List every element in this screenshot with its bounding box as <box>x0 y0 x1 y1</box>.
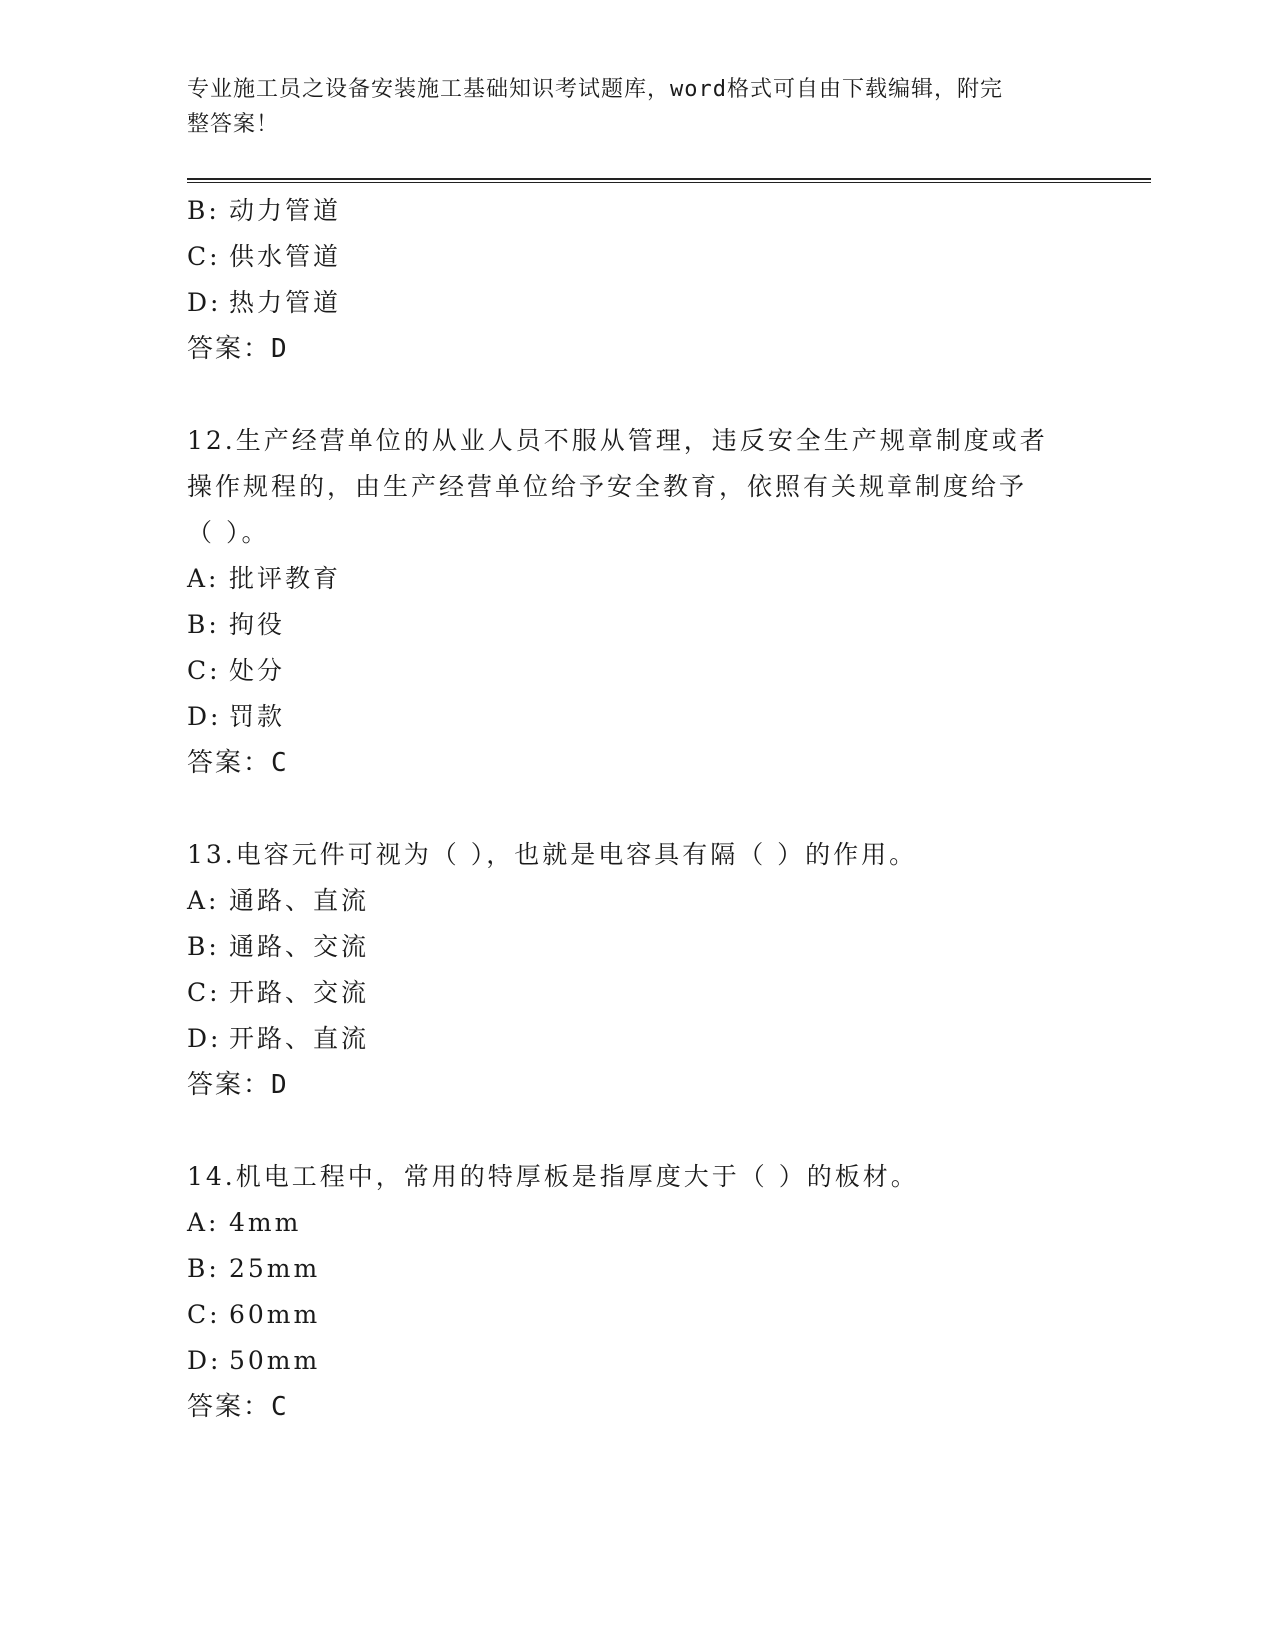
option-d <box>187 694 1087 740</box>
header-divider-thin <box>187 182 1151 183</box>
option-text: 动力管道 <box>229 196 342 225</box>
option-letter: A: <box>187 1208 220 1237</box>
question-content <box>187 188 1087 1430</box>
option-text: 热力管道 <box>229 288 342 317</box>
option-letter: D: <box>187 1346 222 1375</box>
option-c <box>187 234 1087 280</box>
option-text: 通路、交流 <box>229 932 370 961</box>
question-14 <box>187 1154 1087 1430</box>
question-text-line-1: 14.机电工程中，常用的特厚板是指厚度大于（ ）的板材。 <box>187 1162 919 1191</box>
option-letter: A: <box>187 564 220 593</box>
spacer <box>187 786 1087 832</box>
option-text: 处分 <box>229 656 286 685</box>
header-line-1: 专业施工员之设备安装施工基础知识考试题库，word格式可自由下载编辑，附完 <box>187 77 1003 102</box>
option-letter: B: <box>187 932 220 961</box>
header-line-2: 整答案！ <box>187 112 280 137</box>
option-c <box>187 970 1087 1016</box>
option-letter: B: <box>187 610 220 639</box>
option-text: 开路、直流 <box>229 1024 370 1053</box>
option-c <box>187 648 1087 694</box>
option-text: 4mm <box>229 1208 302 1237</box>
option-letter: D: <box>187 288 222 317</box>
question-text-line-1: 12.生产经营单位的从业人员不服从管理，违反安全生产规章制度或者 <box>187 426 1048 455</box>
option-letter: C: <box>187 1300 221 1329</box>
answer-line: 答案：C <box>187 1392 289 1422</box>
option-text: 25mm <box>229 1254 321 1283</box>
spacer <box>187 1108 1087 1154</box>
option-text: 供水管道 <box>229 242 342 271</box>
option-text: 拘役 <box>229 610 286 639</box>
option-text: 批评教育 <box>229 564 342 593</box>
question-text-line-3: （ ）。 <box>187 518 270 547</box>
question-12 <box>187 418 1087 786</box>
option-c <box>187 1292 1087 1338</box>
option-b <box>187 602 1087 648</box>
option-text: 60mm <box>229 1300 321 1329</box>
answer-line: 答案：C <box>187 748 289 778</box>
option-text: 通路、直流 <box>229 886 370 915</box>
header-divider-thick <box>187 178 1151 180</box>
option-b <box>187 188 1087 234</box>
option-letter: B: <box>187 196 220 225</box>
option-letter: B: <box>187 1254 220 1283</box>
option-text: 开路、交流 <box>229 978 370 1007</box>
option-a <box>187 556 1087 602</box>
option-a <box>187 878 1087 924</box>
spacer <box>187 372 1087 418</box>
option-letter: D: <box>187 1024 222 1053</box>
option-d <box>187 1016 1087 1062</box>
question-text-line-2: 操作规程的，由生产经营单位给予安全教育，依照有关规章制度给予 <box>187 472 1028 501</box>
option-text: 罚款 <box>229 702 286 731</box>
option-letter: D: <box>187 702 222 731</box>
option-letter: C: <box>187 656 221 685</box>
document-header <box>187 72 1067 142</box>
question-11-options <box>187 188 1087 372</box>
option-text: 50mm <box>229 1346 321 1375</box>
option-a <box>187 1200 1087 1246</box>
answer-line: 答案：D <box>187 334 289 364</box>
option-b <box>187 924 1087 970</box>
option-d <box>187 1338 1087 1384</box>
question-text-line-1: 13.电容元件可视为（ ），也就是电容具有隔（ ）的作用。 <box>187 840 918 869</box>
option-b <box>187 1246 1087 1292</box>
option-letter: A: <box>187 886 220 915</box>
option-d <box>187 280 1087 326</box>
option-letter: C: <box>187 978 221 1007</box>
question-13 <box>187 832 1087 1108</box>
answer-line: 答案：D <box>187 1070 289 1100</box>
option-letter: C: <box>187 242 221 271</box>
